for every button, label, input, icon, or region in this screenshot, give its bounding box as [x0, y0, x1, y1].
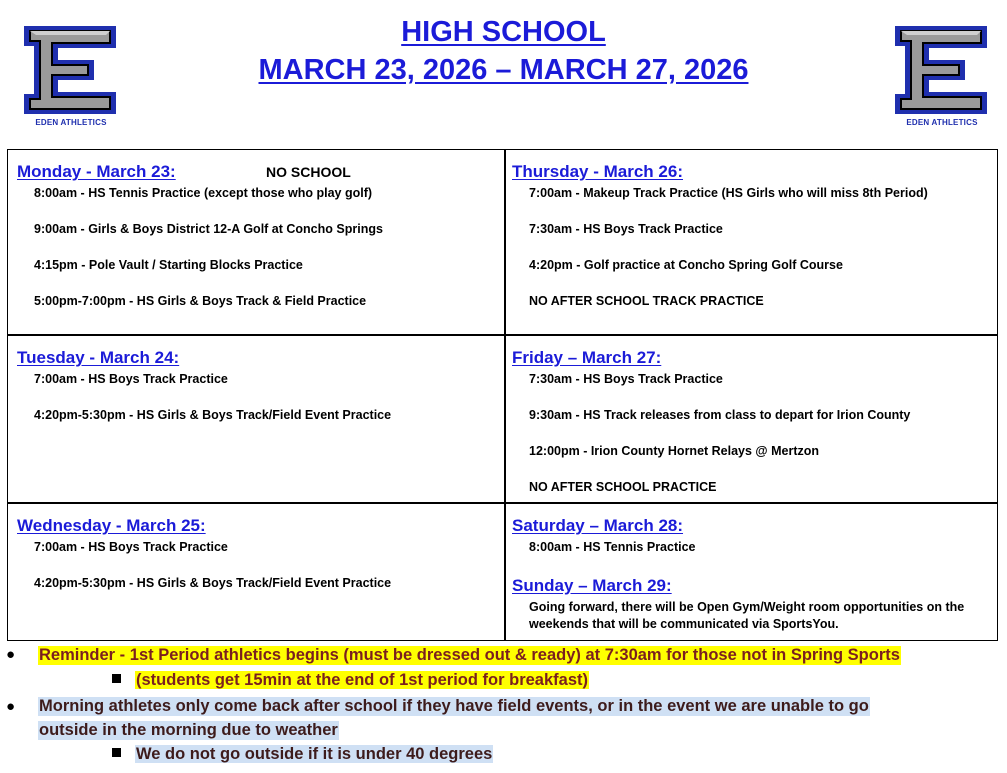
- day-title-sunday: Sunday – March 29:: [512, 576, 672, 595]
- schedule-entry: 7:00am - Makeup Track Practice (HS Girls who will miss 8th Period): [529, 186, 928, 200]
- logo-caption: EDEN ATHLETICS: [906, 118, 978, 127]
- morning-subnote-text: We do not go outside if it is under 40 degrees: [136, 745, 493, 763]
- schedule-entry: 8:00am - HS Tennis Practice: [529, 540, 696, 554]
- row-divider: [8, 502, 997, 504]
- morning-subnote: [112, 745, 493, 764]
- day-title-friday: Friday – March 27:: [512, 348, 662, 367]
- schedule-entry: 9:00am - Girls & Boys District 12-A Golf at Concho Springs: [34, 222, 383, 236]
- no-school-label: NO SCHOOL: [266, 164, 351, 180]
- reminder-note: Reminder - 1st Period athletics begins (must be dressed out & ready) at 7:30am for those not in Spring Sports: [39, 646, 900, 664]
- schedule-entry: 12:00pm - Irion County Hornet Relays @ Mertzon: [529, 444, 820, 458]
- day-title-monday: Monday - March 23:: [17, 162, 176, 181]
- schedule-entry: 4:15pm - Pole Vault / Starting Blocks Practice: [34, 258, 303, 272]
- schedule-entry: NO AFTER SCHOOL PRACTICE: [529, 480, 717, 494]
- day-title-wednesday: Wednesday - March 25:: [17, 516, 206, 535]
- schedule-entry: Going forward, there will be Open Gym/Weight room opportunities on the weekends that will be communicated via SportsYou.: [529, 600, 965, 631]
- page-title: [0, 14, 1007, 90]
- square-bullet-icon: [112, 674, 121, 683]
- schedule-entry: 8:00am - HS Tennis Practice (except those who play golf): [34, 186, 373, 200]
- schedule-entry: 4:20pm - Golf practice at Concho Spring Golf Course: [529, 258, 843, 272]
- schedule-entry: 4:20pm-5:30pm - HS Girls & Boys Track/Field Event Practice: [34, 408, 392, 422]
- schedule-entry: 9:30am - HS Track releases from class to depart for Irion County: [529, 408, 911, 422]
- day-title-tuesday: Tuesday - March 24:: [17, 348, 180, 367]
- bullet-icon: ●: [6, 646, 16, 663]
- square-bullet-icon: [112, 748, 121, 757]
- row-divider: [8, 334, 997, 336]
- bullet-icon: ●: [6, 698, 16, 715]
- reminder-subnote: [112, 671, 589, 690]
- weekly-schedule-table: [7, 149, 998, 641]
- schedule-entry: 4:20pm-5:30pm - HS Girls & Boys Track/Field Event Practice: [34, 576, 392, 590]
- title-date-range: MARCH 23, 2026 – MARCH 27, 2026: [258, 54, 749, 86]
- schedule-entry: 7:30am - HS Boys Track Practice: [529, 222, 723, 236]
- logo-caption: EDEN ATHLETICS: [35, 118, 107, 127]
- schedule-entry: 7:00am - HS Boys Track Practice: [34, 372, 228, 386]
- column-divider: [504, 150, 506, 640]
- reminder-subnote-text: (students get 15min at the end of 1st period for breakfast): [136, 671, 588, 689]
- schedule-entry: 5:00pm-7:00pm - HS Girls & Boys Track & Field Practice: [34, 294, 367, 308]
- schedule-entry: NO AFTER SCHOOL TRACK PRACTICE: [529, 294, 764, 308]
- schedule-entry: 7:00am - HS Boys Track Practice: [34, 540, 228, 554]
- day-title-saturday: Saturday – March 28:: [512, 516, 684, 535]
- title-school: HIGH SCHOOL: [401, 16, 606, 48]
- schedule-entry: 7:30am - HS Boys Track Practice: [529, 372, 723, 386]
- morning-note-line1: Morning athletes only come back after school if they have field events, or in the event we are unable to go: [39, 697, 869, 715]
- day-title-thursday: Thursday - March 26:: [512, 162, 683, 181]
- morning-note-line2: outside in the morning due to weather: [39, 721, 338, 739]
